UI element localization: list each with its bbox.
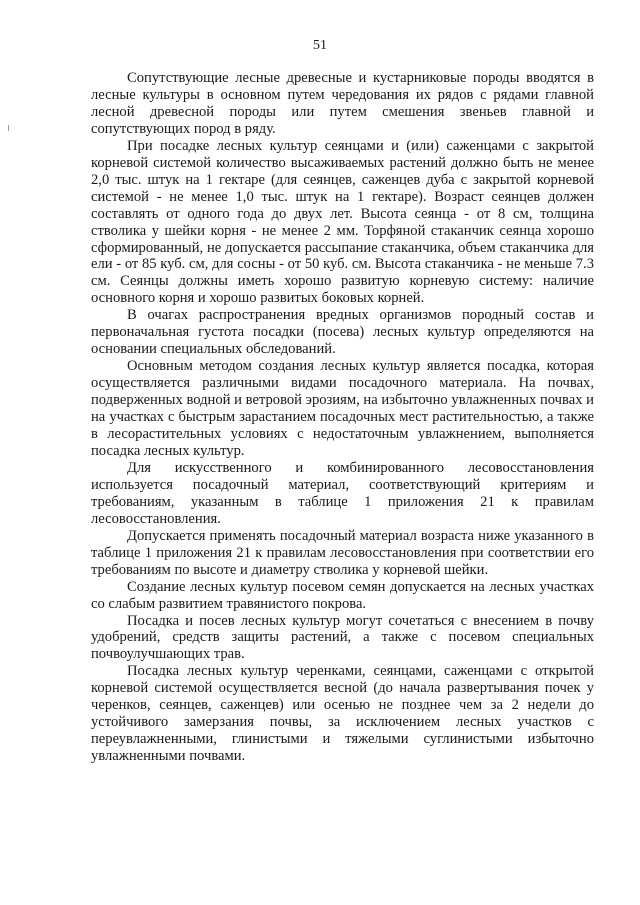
paragraph: В очагах распространения вредных организмов породный состав и первоначальная густота посадки (посева) лесных культур определяются на основании специальных обследований. [91, 307, 594, 358]
paragraph: Для искусственного и комбинированного лесовосстановления используется посадочный материал, соответствующий критериям и требованиям, указанным в таблице 1 приложения 21 к правилам лесовосстановления. [91, 459, 594, 527]
paragraph: Допускается применять посадочный материал возраста ниже указанного в таблице 1 приложения 21 к правилам лесовосстановления при соответствии его требованиям по высоте и диаметру стволика у корневой шейки. [91, 527, 594, 578]
paragraph: Создание лесных культур посевом семян допускается на лесных участках со слабым развитием травянистого покрова. [91, 578, 594, 612]
page-number: 51 [313, 38, 327, 53]
paragraph: При посадке лесных культур сеянцами и (или) саженцами с закрытой корневой системой количество высаживаемых растений должно быть не менее 2,0 тыс. штук на 1 гектаре (для сеянцев, саженцев дуба с закрытой корневой системой - не менее 1,0 тыс. штук на 1 гектаре). Возраст сеянцев должен составлять от одного года до двух лет. Высота сеянца - от 8 см, толщина стволика у шейки корня - не менее 2 мм. Торфяной стаканчик сеянца хорошо сформированный, не допускается рассыпание стаканчика, объем стаканчика для ели - от 85 куб. см, для сосны - от 50 куб. см. Высота стаканчика - не меньше 7.3 см. Сеянцы должны иметь хорошо развитую корневую систему: наличие основного корня и хорошо развитых боковых корней. [91, 137, 594, 307]
margin-mark [8, 125, 9, 131]
paragraph: Сопутствующие лесные древесные и кустарниковые породы вводятся в лесные культуры в основном путем чередования их рядов с рядами главной лесной древесной породы или путем смешения звеньев главной и сопутствующих пород в ряду. [91, 70, 594, 137]
paragraph: Посадка лесных культур черенками, сеянцами, саженцами с открытой корневой системой осуществляется весной (до начала развертывания почек у черенков, сеянцев, саженцев) или осенью не позднее чем за 2 недели до устойчивого замерзания почвы, за исключением лесных участков с переувлажненными, глинистыми и тяжелыми суглинистыми избыточно увлажненными почвами. [91, 663, 594, 765]
paragraph: Посадка и посев лесных культур могут сочетаться с внесением в почву удобрений, средств защиты растений, а также с посевом специальных почвоулучшающих трав. [91, 612, 594, 663]
paragraph: Основным методом создания лесных культур является посадка, которая осуществляется различными видами посадочного материала. На почвах, подверженных водной и ветровой эрозиям, на избыточно увлажненных почвах и на участках с быстрым зарастанием посадочных мест растительностью, а также в лесорастительных условиях с недостаточным увлажнением, выполняется посадка лесных культур. [91, 358, 594, 459]
document-body [91, 70, 594, 765]
